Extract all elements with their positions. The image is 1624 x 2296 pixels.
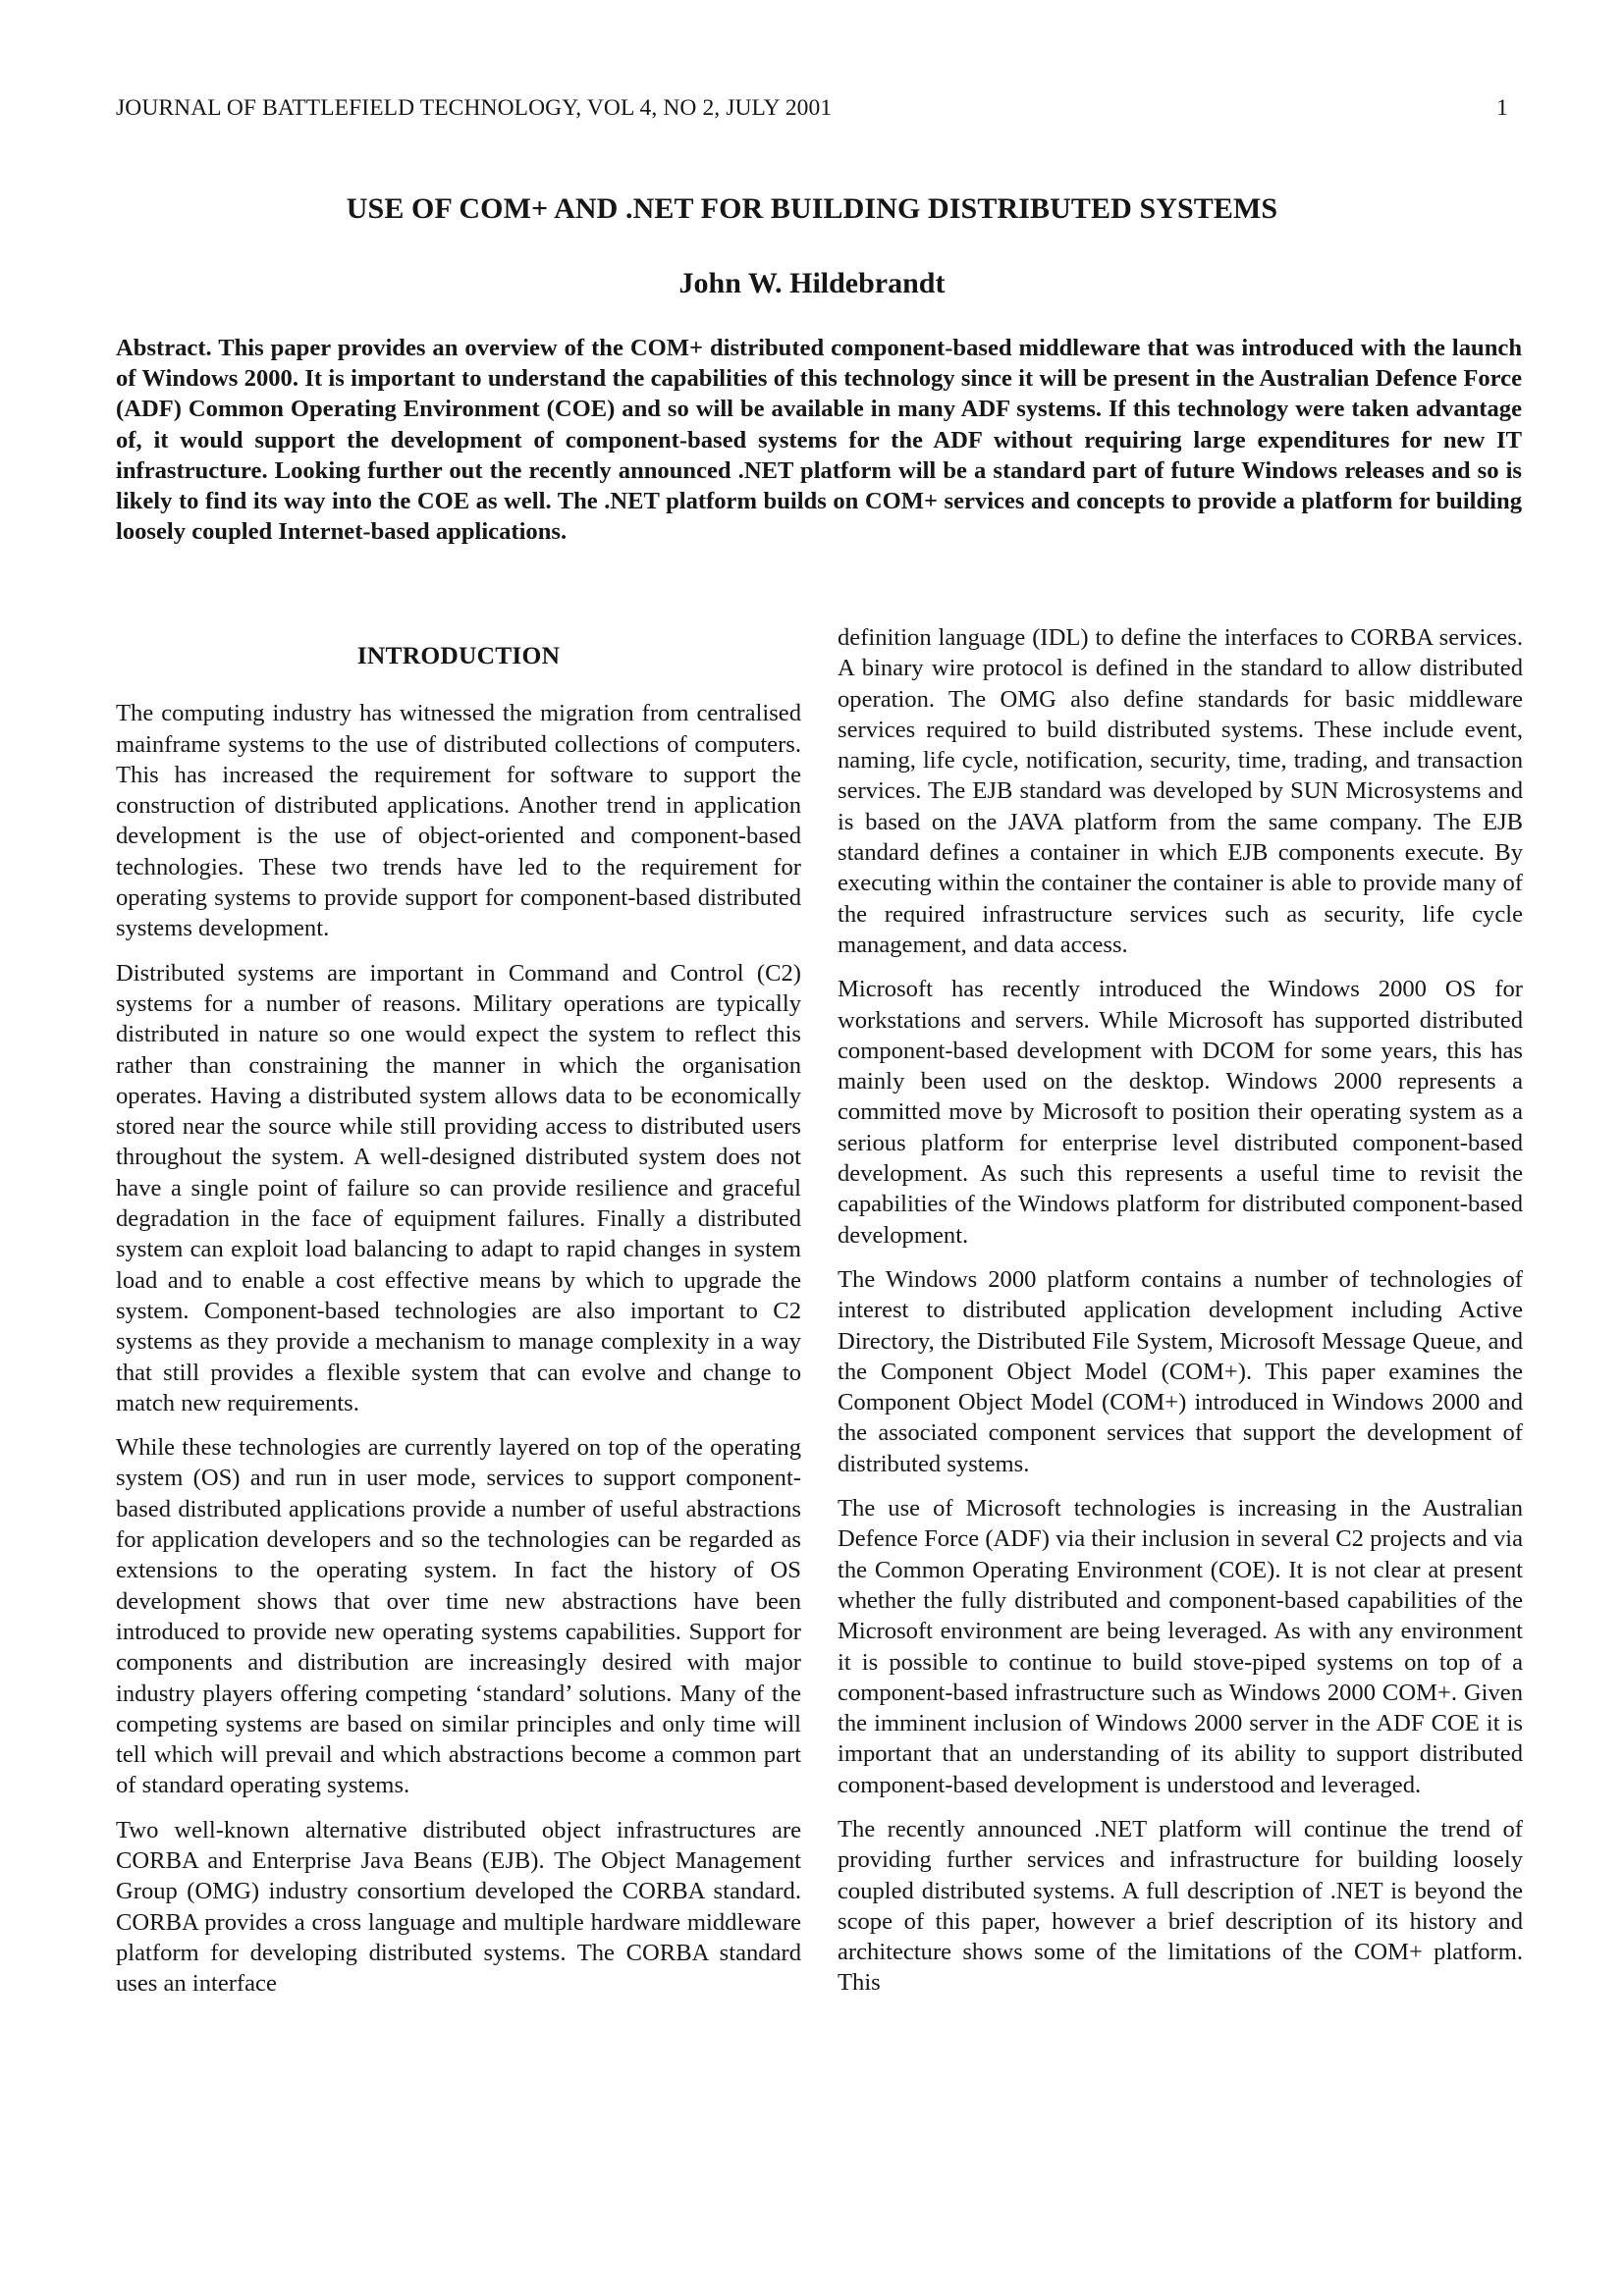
paragraph: The recently announced .NET platform will continue the trend of providing further services and infrastructure for building loosely coupled distributed systems. A full description of .NET is beyond the scope of this paper, however a brief description of its history and architecture shows some of the limitations of the COM+ platform. This — [838, 1815, 1523, 1997]
running-header — [116, 95, 1508, 127]
paper-title: USE OF COM+ AND .NET FOR BUILDING DISTRIBUTED SYSTEMS — [346, 192, 1278, 225]
right-column — [838, 622, 1523, 2012]
paragraph: The Windows 2000 platform contains a number of technologies of interest to distributed application development including Active Directory, the Distributed File System, Microsoft Message Queue, and the Component Object Model (COM+). This paper examines the Component Object Model (COM+) introduced in Windows 2000 and the associated component services that support the development of distributed systems. — [838, 1265, 1523, 1477]
page-number: 1 — [1496, 95, 1508, 121]
left-column — [116, 622, 801, 2012]
author-name: John W. Hildebrandt — [678, 267, 946, 299]
paragraph: Distributed systems are important in Command and Control (C2) systems for a number of reasons. Military operations are typically distributed in nature so one would expect the system to reflect this rather than constraining the manner in which the organisation operates. Having a distributed system allows data to be economically stored near the source while still providing access to distributed users throughout the system. A well-designed distributed system does not have a single point of failure so can provide resilience and graceful degradation in the face of equipment failures. Finally a distributed system can exploit load balancing to adapt to rapid changes in system load and to enable a cost effective means by which to upgrade the system. Component-based technologies are also important to C2 systems as they provide a mechanism to manage complexity in a way that still provides a flexible system that can evolve and change to match new requirements. — [116, 959, 801, 1416]
paragraph: Microsoft has recently introduced the Windows 2000 OS for workstations and servers. While Microsoft has supported distributed component-based development with DCOM for some years, this has mainly been used on the desktop. Windows 2000 represents a committed move by Microsoft to position their operating system as a serious platform for enterprise level distributed component-based development. As such this represents a useful time to revisit the capabilities of the Windows platform for distributed component-based development. — [838, 976, 1523, 1249]
paragraph: The computing industry has witnessed the migration from centralised mainframe systems to the use of distributed collections of computers. This has increased the requirement for software to support the construction of distributed applications. Another trend in application development is the use of object-oriented and component-based technologies. These two trends have led to the requirement for operating systems to provide support for component-based distributed systems development. — [116, 700, 801, 942]
paragraph: While these technologies are currently layered on top of the operating system (OS) and run in user mode, services to support component-based distributed applications provide a number of useful abstractions for application developers and so the technologies can be regarded as extensions to the operating system. In fact the history of OS development shows that over time new abstractions have been introduced to provide new operating systems capabilities. Support for components and distribution are increasingly desired with major industry players offering competing ‘standard’ solutions. Many of the competing systems are based on similar principles and only time will tell which will prevail and which abstractions become a common part of standard operating systems. — [116, 1434, 801, 1799]
paragraph: The use of Microsoft technologies is increasing in the Australian Defence Force (ADF) via their inclusion in several C2 projects and via the Common Operating Environment (COE). It is not clear at present whether the fully distributed and component-based capabilities of the Microsoft environment are being leveraged. As with any environment it is possible to continue to build stove-piped systems on top of a component-based infrastructure such as Windows 2000 COM+. Given the imminent inclusion of Windows 2000 server in the ADF COE it is important that an understanding of its ability to support distributed component-based development is understood and leveraged. — [838, 1495, 1523, 1798]
abstract: Abstract. This paper provides an overview of the COM+ distributed component-based middleware that was introduced with the launch of Windows 2000. It is important to understand the capabilities of this technology since it will be present in the Australian Defence Force (ADF) Common Operating Environment (COE) and so will be available in many ADF systems. If this technology were taken advantage of, it would support the development of component-based systems for the ADF without requiring large expenditures for new IT infrastructure. Looking further out the recently announced .NET platform will be a standard part of future Windows releases and so is likely to find its way into the COE as well. The .NET platform builds on COM+ services and concepts to provide a platform for building loosely coupled Internet-based applications. — [116, 335, 1522, 546]
paragraph: definition language (IDL) to define the interfaces to CORBA services. A binary wire protocol is defined in the standard to allow distributed operation. The OMG also define standards for basic middleware services required to build distributed systems. These include event, naming, life cycle, notification, security, time, trading, and transaction services. The EJB standard was developed by SUN Microsystems and is based on the JAVA platform from the same company. The EJB standard defines a container in which EJB components execute. By executing within the container the container is able to provide many of the required infrastructure services such as security, life cycle management, and data access. — [838, 624, 1523, 958]
paragraph: Two well-known alternative distributed object infrastructures are CORBA and Enterprise Java Beans (EJB). The Object Management Group (OMG) industry consortium developed the CORBA standard. CORBA provides a cross language and multiple hardware middleware platform for developing distributed systems. The CORBA standard uses an interface — [116, 1816, 801, 1998]
section-heading-introduction: INTRODUCTION — [356, 641, 561, 669]
journal-citation: JOURNAL OF BATTLEFIELD TECHNOLOGY, VOL 4, NO 2, JULY 2001 — [116, 95, 833, 121]
